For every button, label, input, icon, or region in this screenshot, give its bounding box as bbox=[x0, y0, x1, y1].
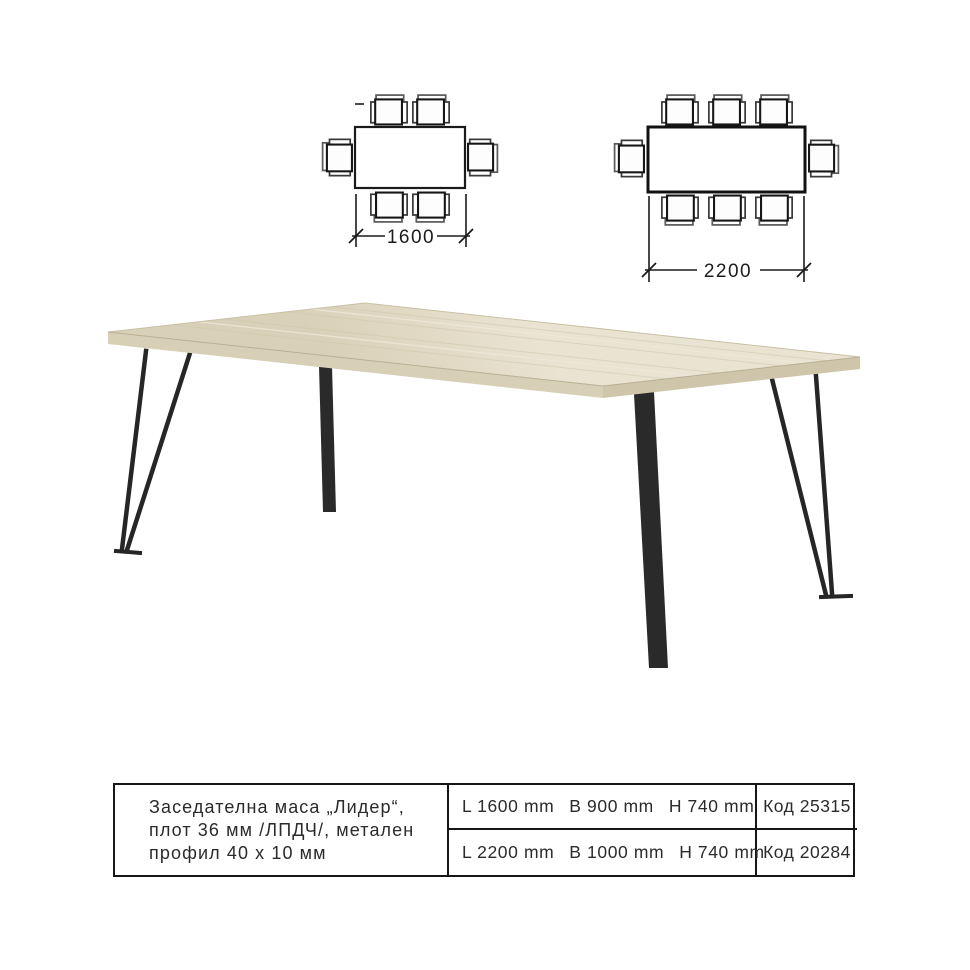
product-description-cell bbox=[115, 785, 449, 875]
product-description-line: профил 40 x 10 мм bbox=[149, 842, 327, 863]
table-leg-back-right bbox=[634, 392, 668, 668]
table-outline bbox=[355, 127, 465, 188]
chair-icon bbox=[756, 196, 792, 225]
chair-icon bbox=[371, 193, 407, 222]
product-code: Код 20284 bbox=[763, 842, 851, 862]
chair-icon bbox=[809, 140, 838, 176]
product-description-line: плот 36 мм /ЛПДЧ/, метален bbox=[149, 819, 415, 840]
seating-plan-1600 bbox=[290, 80, 510, 260]
chair-icon bbox=[468, 139, 497, 175]
code-cell-2 bbox=[757, 830, 857, 875]
chair-icon bbox=[371, 95, 407, 124]
dimensions-row-2 bbox=[449, 830, 765, 875]
width-value: B 900 mm bbox=[569, 796, 654, 816]
length-value: L 1600 mm bbox=[462, 796, 555, 816]
table-leg-front-left bbox=[116, 351, 190, 553]
length-value: L 2200 mm bbox=[462, 842, 555, 862]
table-3d-render bbox=[90, 290, 880, 690]
table-leg-front-right bbox=[772, 376, 851, 597]
chair-icon bbox=[615, 140, 644, 176]
spec-table bbox=[113, 783, 855, 877]
product-code: Код 25315 bbox=[763, 796, 851, 816]
product-description-line: Заседателна маса „Лидер“, bbox=[149, 796, 405, 817]
chair-icon bbox=[709, 196, 745, 225]
chair-icon bbox=[413, 95, 449, 124]
chair-icon bbox=[756, 95, 792, 124]
height-value: H 740 mm bbox=[668, 796, 755, 816]
table-leg-back-left bbox=[319, 366, 336, 512]
height-value: H 740 mm bbox=[679, 842, 765, 862]
chair-icon bbox=[662, 196, 698, 225]
chair-icon bbox=[323, 139, 352, 175]
code-cell-1 bbox=[757, 785, 857, 830]
dimensions-row-1 bbox=[449, 785, 757, 830]
chair-icon bbox=[413, 193, 449, 222]
table-outline bbox=[648, 127, 805, 192]
dimension-label-1600: 1600 bbox=[386, 227, 436, 248]
chair-icon bbox=[709, 95, 745, 124]
width-value: B 1000 mm bbox=[569, 842, 665, 862]
seating-plan-2200 bbox=[595, 80, 855, 295]
dimension-label-2200: 2200 bbox=[703, 261, 753, 282]
chair-icon bbox=[662, 95, 698, 124]
